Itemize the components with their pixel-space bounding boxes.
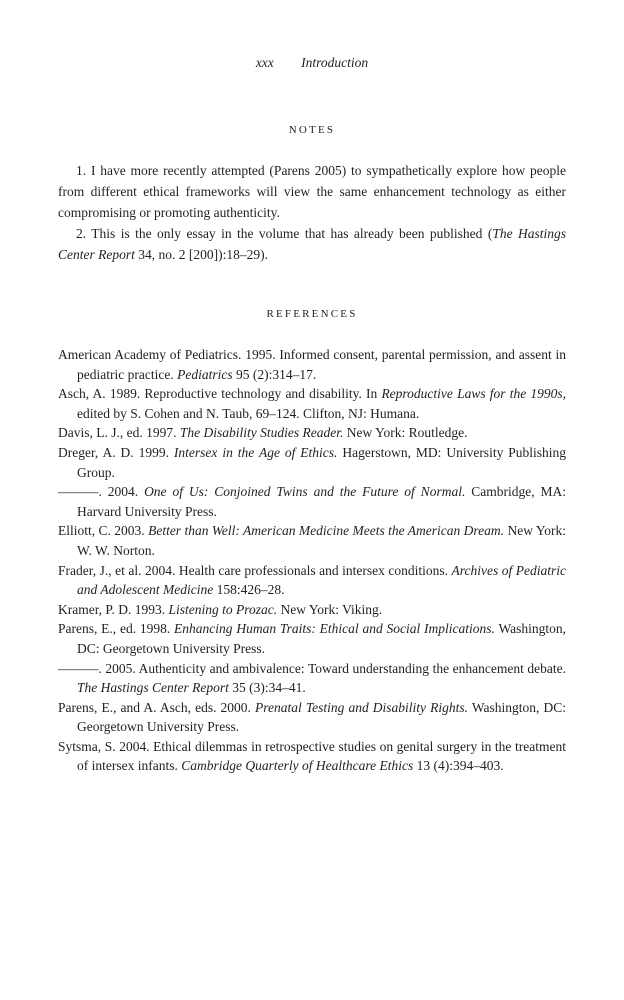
italic-title: Archives of Pediatric and Adolescent Medicine [77, 562, 566, 598]
italic-title: Reproductive Laws for the 1990s, [381, 386, 566, 402]
italic-title: Intersex in the Age of Ethics. [173, 444, 338, 460]
italic-title: The Hastings Center Report [58, 226, 566, 262]
reference-entry [58, 698, 566, 737]
reference-entry [58, 482, 566, 521]
text-segment: Washington, DC: Georgetown University Press. [77, 699, 567, 735]
reference-entry [58, 384, 566, 423]
references-heading: REFERENCES [266, 308, 358, 320]
note-item [58, 223, 566, 265]
text-segment: Hagerstown, MD: University Publishing Group. [77, 444, 567, 480]
text-segment: New York: W. W. Norton. [77, 523, 566, 558]
running-head-title: Introduction [301, 55, 369, 70]
notes-heading: NOTES [288, 124, 336, 136]
italic-title: Listening to Prozac. [168, 601, 278, 617]
text-segment: edited by S. Cohen and N. Taub, 69–124. Clifton, NJ: Humana. [77, 405, 420, 421]
text-segment: 35 (3):34–41. [228, 680, 306, 696]
text-segment: ———. 2004. [58, 484, 145, 500]
text-segment: Cambridge, MA: Harvard University Press. [77, 484, 566, 519]
italic-title: Prenatal Testing and Disability Rights. [255, 699, 469, 715]
text-segment: New York: Viking. [277, 601, 383, 617]
text-segment: Frader, J., et al. 2004. Health care professionals and intersex conditions. [58, 562, 452, 578]
text-segment: Sytsma, S. 2004. Ethical dilemmas in retrospective studies on genital surgery in the treatment of intersex infants. [58, 738, 566, 774]
italic-title: The Disability Studies Reader. [179, 425, 344, 441]
italic-title: The Hastings Center Report [77, 680, 229, 696]
notes-list [58, 160, 566, 265]
text-segment: 2. This is the only essay in the volume that has already been published ( [76, 226, 493, 241]
italic-title: One of Us: Conjoined Twins and the Future of Normal. [144, 484, 466, 500]
text-segment: 95 (2):314–17. [232, 366, 317, 382]
references-list [58, 345, 566, 776]
italic-title: Enhancing Human Traits: Ethical and Social Implications. [174, 621, 495, 637]
running-head [0, 55, 624, 71]
reference-entry [58, 521, 566, 560]
text-segment: New York: Routledge. [343, 425, 468, 441]
italic-title: Cambridge Quarterly of Healthcare Ethics [181, 758, 414, 774]
note-item [58, 160, 566, 223]
reference-entry [58, 345, 566, 384]
text-segment: Washington, DC: Georgetown University Press. [77, 621, 566, 656]
reference-entry [58, 619, 566, 658]
italic-title: Pediatrics [177, 366, 233, 382]
text-segment: 13 (4):394–403. [413, 758, 504, 774]
text-segment: 158:426–28. [213, 582, 285, 598]
reference-entry [58, 737, 566, 776]
reference-entry [58, 600, 566, 620]
text-segment: Parens, E., ed. 1998. [58, 621, 175, 637]
reference-entry [58, 443, 566, 482]
italic-title: Better than Well: American Medicine Meets the American Dream. [148, 523, 505, 539]
reference-entry [58, 561, 566, 600]
text-segment: Kramer, P. D. 1993. [58, 601, 169, 617]
text-segment: Dreger, A. D. 1999. [58, 444, 174, 460]
text-segment: American Academy of Pediatrics. 1995. Informed consent, parental permission, and assent in pediatric practice. [58, 347, 566, 382]
text-segment: Parens, E., and A. Asch, eds. 2000. [58, 699, 256, 715]
text-segment: Davis, L. J., ed. 1997. [58, 425, 180, 441]
reference-entry [58, 423, 566, 443]
text-segment: Elliott, C. 2003. [58, 523, 149, 539]
text-segment: 34, no. 2 [200]):18–29). [134, 247, 268, 262]
text-segment: ———. 2005. Authenticity and ambivalence: Toward understanding the enhancement debate. [58, 660, 566, 676]
text-segment: Asch, A. 1989. Reproductive technology and disability. In [58, 386, 382, 402]
page-number: xxx [255, 55, 274, 70]
text-segment: 1. I have more recently attempted (Parens 2005) to sympathetically explore how people from different ethical frameworks will view the same enhancement technology as either compromising or promoting authenticity. [58, 163, 566, 220]
reference-entry [58, 659, 566, 698]
